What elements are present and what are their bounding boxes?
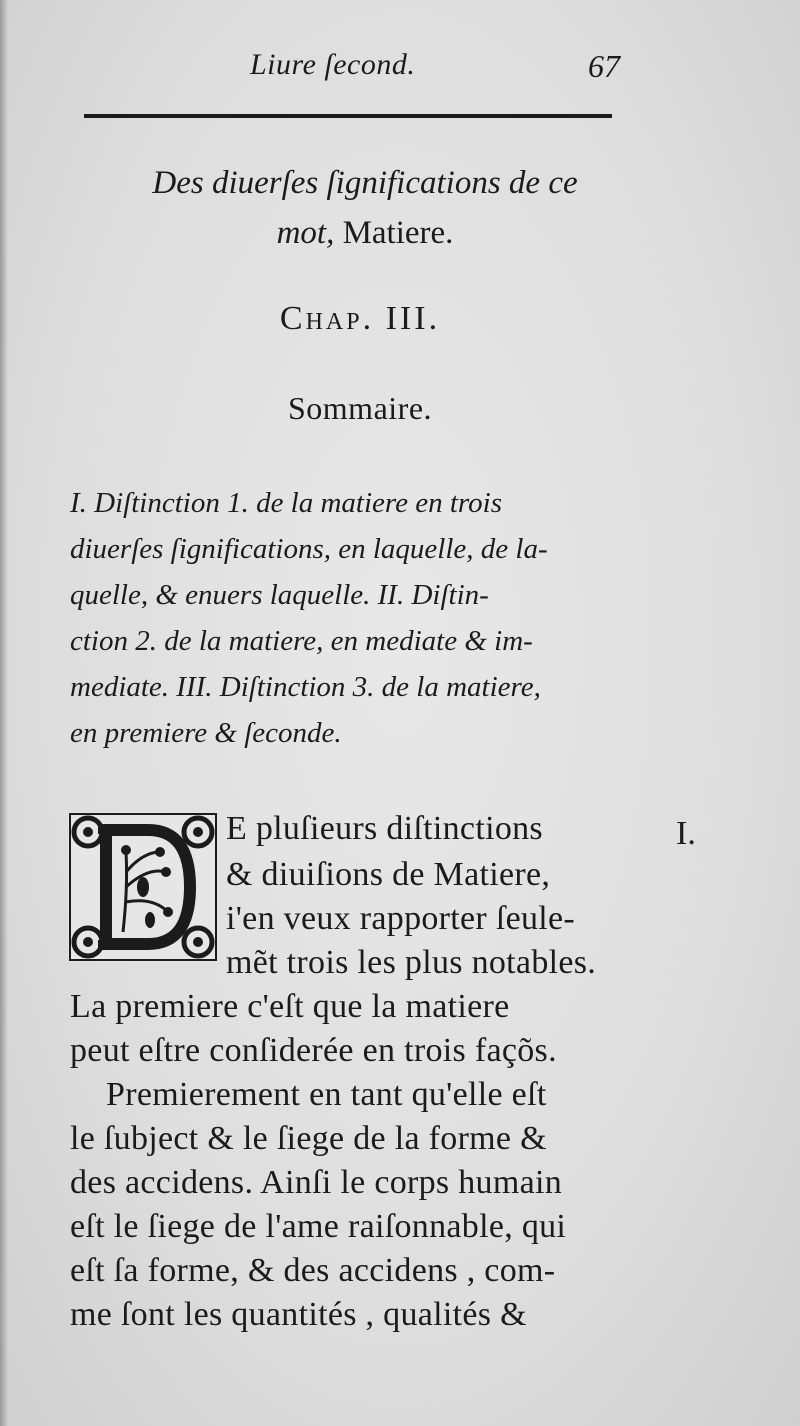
chapter-number: Chap. III. xyxy=(279,300,441,337)
body-line: E pluſieurs diſtinctions xyxy=(226,810,543,847)
summary-line: mediate. III. Diſtinction 3. de la matiere, xyxy=(70,671,541,703)
chapter-title-line-2-roman: Matiere. xyxy=(334,215,454,251)
summary-line: diuerſes ſignifications, en laquelle, de la- xyxy=(70,533,548,565)
body-line: & diuiſions de Matiere, xyxy=(226,856,551,893)
body-line: des accidens. Ainſi le corps humain xyxy=(70,1164,563,1201)
chapter-title-line-2-italic: mot, xyxy=(276,215,335,251)
running-title: Liure ſecond. xyxy=(250,48,416,81)
body-line: me ſont les quantités , qualités & xyxy=(70,1296,527,1333)
body-line: le ſubject & le ſiege de la forme & xyxy=(70,1120,547,1157)
body-line: eſt ſa forme, & des accidens , com- xyxy=(70,1252,556,1289)
ornamental-initial-icon xyxy=(68,812,218,962)
summary-block xyxy=(70,480,640,756)
summary-label: Sommaire. xyxy=(287,390,433,426)
body-line: eſt le ſiege de l'ame raiſonnable, qui xyxy=(70,1208,567,1245)
body-line: mẽt trois les plus notables. xyxy=(226,944,597,981)
ornamental-drop-cap xyxy=(68,812,218,962)
page-number: 67 xyxy=(588,48,620,84)
summary-line: I. Diſtinction 1. de la matiere en trois xyxy=(70,487,502,519)
chapter-title-line-1: Des diuerſes ſignifications de ce xyxy=(152,165,578,201)
body-line: Premierement en tant qu'elle eſt xyxy=(106,1076,547,1113)
body-line: La premiere c'eſt que la matiere xyxy=(70,988,510,1025)
margin-note: I. xyxy=(676,815,696,852)
body-line: i'en veux rapporter ſeule- xyxy=(226,900,576,937)
summary-line: quelle, & enuers laquelle. II. Diſtin- xyxy=(70,579,489,611)
header-rule xyxy=(84,114,612,118)
body-line: peut eſtre conſiderée en trois façõs. xyxy=(70,1032,557,1069)
summary-line: ction 2. de la matiere, en mediate & im- xyxy=(70,625,533,657)
summary-line: en premiere & ſeconde. xyxy=(70,717,342,749)
chapter-title-line-2 xyxy=(95,208,635,258)
chapter-title xyxy=(95,158,635,258)
